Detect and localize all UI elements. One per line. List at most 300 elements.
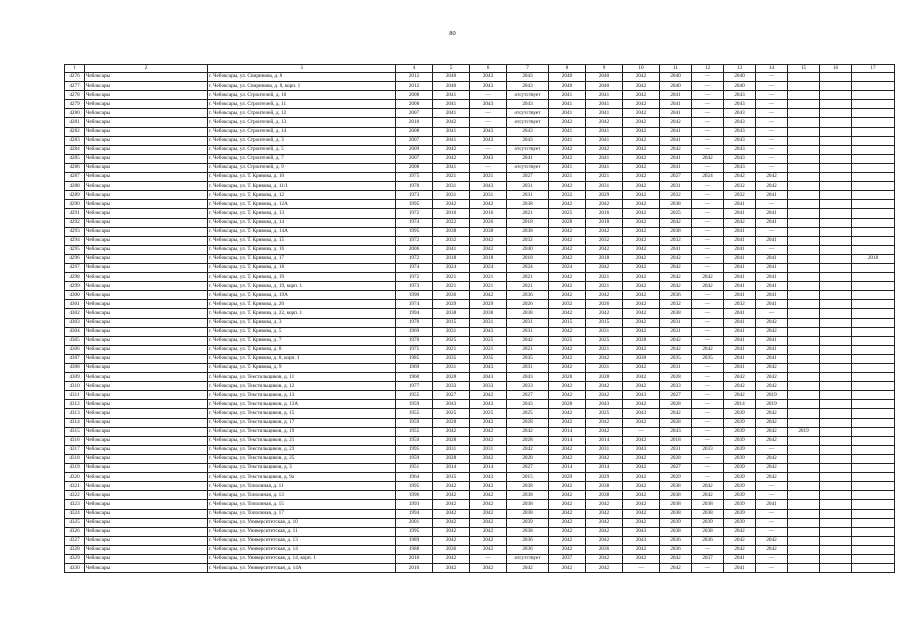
table-cell: 2042 — [433, 509, 470, 518]
table-cell: 2018 — [433, 254, 470, 263]
table-cell — [820, 127, 852, 136]
table-cell — [820, 527, 852, 536]
table-cell: 2041 — [549, 127, 586, 136]
table-cell: 2042 — [507, 336, 549, 345]
table-cell: 2038 — [507, 527, 549, 536]
table-cell: 2036 — [660, 536, 692, 545]
table-cell: 2041 — [507, 154, 549, 163]
table-cell: 2042 — [623, 482, 660, 491]
table-cell: 2024 — [470, 263, 507, 272]
table-cell: 2041 — [756, 254, 788, 263]
table-row — [65, 91, 895, 100]
table-cell — [820, 427, 852, 436]
table-cell: 2027 — [507, 464, 549, 473]
table-cell: 2024 — [692, 173, 724, 182]
table-cell: 4293 — [65, 227, 85, 236]
table-cell: г. Чебоксары, ул. Текстильщиков, д. 17 — [208, 418, 396, 427]
table-cell: 2038 — [660, 482, 692, 491]
table-cell: 2042 — [756, 464, 788, 473]
table-cell: 2028 — [433, 418, 470, 427]
table-cell: 4330 — [65, 564, 85, 573]
table-cell: 2042 — [623, 245, 660, 254]
table-cell: 2042 — [623, 254, 660, 263]
table-cell: 2028 — [433, 436, 470, 445]
table-cell: — — [692, 300, 724, 309]
table-cell: 2033 — [507, 382, 549, 391]
table-cell — [788, 491, 820, 500]
table-cell: 2042 — [433, 491, 470, 500]
table-row — [65, 354, 895, 363]
table-cell: 2042 — [623, 182, 660, 191]
table-cell: 1964 — [396, 473, 433, 482]
table-cell: — — [692, 182, 724, 191]
table-cell: 2036 — [507, 291, 549, 300]
table-cell: г. Чебоксары, ул. Текстильщиков, д. 12 — [208, 382, 396, 391]
column-number-cell: 12 — [692, 65, 724, 73]
table-cell — [820, 263, 852, 272]
table-cell: 2031 — [470, 191, 507, 200]
table-row — [65, 500, 895, 509]
table-cell — [820, 300, 852, 309]
table-cell: 1955 — [396, 409, 433, 418]
table-cell: г. Чебоксары, ул. Спиринова, д. 8 — [208, 73, 396, 82]
table-cell: — — [756, 491, 788, 500]
table-cell: г. Чебоксары, ул. Университетская, д. 14 — [208, 545, 396, 554]
table-cell: — — [692, 427, 724, 436]
table-cell: 2043 — [623, 409, 660, 418]
table-cell — [820, 136, 852, 145]
table-row — [65, 318, 895, 327]
table-cell: 2042 — [724, 218, 756, 227]
table-cell: 2025 — [507, 409, 549, 418]
table-cell: 1959 — [396, 454, 433, 463]
table-cell — [820, 364, 852, 373]
table-cell: 2041 — [433, 136, 470, 145]
table-cell: 1996 — [396, 491, 433, 500]
table-cell: 2042 — [623, 73, 660, 82]
table-row — [65, 309, 895, 318]
table-cell: 2041 — [756, 236, 788, 245]
table-cell: 2042 — [470, 545, 507, 554]
table-cell: 1975 — [396, 345, 433, 354]
table-cell: 2042 — [549, 564, 586, 573]
table-cell — [852, 436, 895, 445]
table-cell — [852, 291, 895, 300]
table-cell — [852, 100, 895, 109]
table-cell: 2043 — [507, 136, 549, 145]
table-cell: Чебоксары — [85, 354, 208, 363]
housing-table — [64, 64, 895, 573]
table-cell — [788, 136, 820, 145]
table-cell: 2042 — [549, 491, 586, 500]
table-row — [65, 209, 895, 218]
table-cell: — — [692, 263, 724, 272]
table-cell: 2043 — [507, 127, 549, 136]
table-cell: 2041 — [586, 136, 623, 145]
table-cell: Чебоксары — [85, 245, 208, 254]
table-cell: 2038 — [433, 227, 470, 236]
table-cell: 2041 — [724, 245, 756, 254]
table-cell — [788, 282, 820, 291]
table-cell: 1985 — [396, 354, 433, 363]
table-cell: 2042 — [549, 182, 586, 191]
table-cell: 2042 — [549, 527, 586, 536]
table-cell: г. Чебоксары, ул. Т. Кривова, д. 9 — [208, 364, 396, 373]
table-cell: г. Чебоксары, ул. Т. Кривова, д. 16 — [208, 245, 396, 254]
table-cell: 2042 — [549, 418, 586, 427]
table-cell: 2042 — [470, 245, 507, 254]
table-cell: 2041 — [756, 354, 788, 363]
table-cell: 2042 — [660, 345, 692, 354]
table-cell: 2037 — [692, 554, 724, 563]
table-cell: 4282 — [65, 127, 85, 136]
table-cell: Чебоксары — [85, 191, 208, 200]
table-cell: 2042 — [692, 482, 724, 491]
table-cell: 2025 — [549, 209, 586, 218]
table-row — [65, 491, 895, 500]
table-cell: 2041 — [433, 91, 470, 100]
table-cell — [788, 564, 820, 573]
table-cell: г. Чебоксары, ул. Строителей, д. 14 — [208, 127, 396, 136]
table-cell: 2008 — [396, 163, 433, 172]
table-cell: 2021 — [507, 273, 549, 282]
table-cell — [788, 73, 820, 82]
table-cell: 2041 — [724, 254, 756, 263]
table-cell — [788, 218, 820, 227]
table-cell: 2041 — [660, 109, 692, 118]
table-cell: 2041 — [756, 345, 788, 354]
table-cell: 2041 — [549, 100, 586, 109]
table-cell: 4291 — [65, 209, 85, 218]
table-cell: 2043 — [470, 473, 507, 482]
table-cell: 2032 — [660, 236, 692, 245]
table-cell: 4288 — [65, 182, 85, 191]
table-cell — [852, 382, 895, 391]
table-cell: 2042 — [586, 527, 623, 536]
table-cell: 2021 — [586, 345, 623, 354]
table-cell: Чебоксары — [85, 318, 208, 327]
table-cell: — — [756, 145, 788, 154]
table-cell: 2006 — [396, 245, 433, 254]
column-number-cell: 17 — [852, 65, 895, 73]
table-cell: 2042 — [470, 500, 507, 509]
table-cell: Чебоксары — [85, 364, 208, 373]
table-cell: 4292 — [65, 218, 85, 227]
table-cell: 2042 — [549, 536, 586, 545]
table-cell: 2042 — [623, 82, 660, 91]
table-cell: 4279 — [65, 100, 85, 109]
table-cell: 1955 — [396, 427, 433, 436]
table-cell: 2043 — [623, 391, 660, 400]
table-cell: 2041 — [549, 109, 586, 118]
table-row — [65, 509, 895, 518]
table-cell: 1995 — [396, 227, 433, 236]
table-cell: 2042 — [623, 300, 660, 309]
table-cell — [852, 209, 895, 218]
table-cell: 4327 — [65, 536, 85, 545]
table-row — [65, 345, 895, 354]
table-cell: г. Чебоксары, ул. Т. Кривова, д. 5 — [208, 327, 396, 336]
table-cell — [788, 245, 820, 254]
table-cell: 2024 — [549, 263, 586, 272]
table-cell: 2019 — [756, 391, 788, 400]
table-cell: 2029 — [586, 473, 623, 482]
table-cell — [820, 209, 852, 218]
table-cell: 4312 — [65, 400, 85, 409]
table-cell — [788, 382, 820, 391]
table-row — [65, 454, 895, 463]
table-cell: 4317 — [65, 445, 85, 454]
table-cell: 1951 — [396, 464, 433, 473]
table-cell: 2042 — [623, 327, 660, 336]
table-cell: — — [692, 373, 724, 382]
table-cell: 2042 — [433, 536, 470, 545]
table-cell — [852, 263, 895, 272]
table-cell: 2029 — [549, 473, 586, 482]
table-cell — [820, 91, 852, 100]
table-cell — [852, 491, 895, 500]
table-cell — [852, 445, 895, 454]
table-row — [65, 518, 895, 527]
table-cell — [852, 545, 895, 554]
table-cell: 4297 — [65, 263, 85, 272]
table-cell — [852, 73, 895, 82]
table-cell: 4309 — [65, 373, 85, 382]
table-cell: 2038 — [660, 227, 692, 236]
table-cell: 2042 — [470, 391, 507, 400]
table-cell: 4278 — [65, 91, 85, 100]
table-row — [65, 336, 895, 345]
table-row — [65, 427, 895, 436]
table-cell: Чебоксары — [85, 200, 208, 209]
table-cell: — — [692, 200, 724, 209]
table-cell: 2041 — [433, 245, 470, 254]
table-cell: 2042 — [586, 500, 623, 509]
table-cell: 2014 — [549, 436, 586, 445]
table-cell: Чебоксары — [85, 118, 208, 127]
table-cell — [852, 173, 895, 182]
table-cell: г. Чебоксары, ул. Текстильщиков, д. 13 — [208, 391, 396, 400]
table-cell: Чебоксары — [85, 336, 208, 345]
table-cell — [788, 182, 820, 191]
table-cell: 2018 — [852, 254, 895, 263]
table-cell: 2030 — [623, 354, 660, 363]
table-cell: 2041 — [724, 273, 756, 282]
table-cell: Чебоксары — [85, 73, 208, 82]
table-cell: 1959 — [396, 400, 433, 409]
table-cell: 2014 — [549, 464, 586, 473]
table-cell: Чебоксары — [85, 436, 208, 445]
table-cell: — — [470, 91, 507, 100]
table-cell: 2031 — [660, 364, 692, 373]
table-cell: 2025 — [433, 409, 470, 418]
table-cell: 2042 — [549, 245, 586, 254]
table-cell: — — [692, 254, 724, 263]
table-cell: 2042 — [756, 373, 788, 382]
table-cell: 2025 — [586, 409, 623, 418]
table-cell: 2041 — [724, 318, 756, 327]
table-cell: 2043 — [724, 163, 756, 172]
table-cell: 2043 — [470, 73, 507, 82]
table-cell: 2036 — [433, 545, 470, 554]
table-cell — [820, 154, 852, 163]
table-cell: 2015 — [549, 318, 586, 327]
table-cell: 2027 — [660, 391, 692, 400]
table-cell: 2042 — [586, 354, 623, 363]
table-cell — [788, 163, 820, 172]
column-number-cell: 5 — [433, 65, 470, 73]
table-cell: — — [470, 109, 507, 118]
column-number-cell: 2 — [85, 65, 208, 73]
table-row — [65, 109, 895, 118]
table-cell: 2031 — [470, 445, 507, 454]
table-cell: — — [470, 118, 507, 127]
table-cell — [852, 327, 895, 336]
table-row — [65, 282, 895, 291]
table-cell: 2039 — [724, 500, 756, 509]
table-cell — [788, 418, 820, 427]
table-cell: 2042 — [724, 173, 756, 182]
table-cell: 2042 — [470, 518, 507, 527]
table-cell: 2028 — [549, 400, 586, 409]
table-cell — [852, 82, 895, 91]
table-cell: 2040 — [660, 73, 692, 82]
table-header-row — [65, 65, 895, 73]
table-cell: 4323 — [65, 500, 85, 509]
table-cell: 2042 — [549, 254, 586, 263]
table-cell: 2021 — [586, 173, 623, 182]
table-cell: 2040 — [549, 82, 586, 91]
table-cell: — — [756, 554, 788, 563]
table-cell: 2042 — [549, 236, 586, 245]
table-cell — [820, 564, 852, 573]
table-cell: 2041 — [756, 273, 788, 282]
table-cell — [788, 309, 820, 318]
table-cell: г. Чебоксары, ул. Текстильщиков, д. 9а — [208, 473, 396, 482]
table-cell — [788, 127, 820, 136]
table-cell: 2031 — [433, 364, 470, 373]
table-cell: 1955 — [396, 391, 433, 400]
table-cell: 2021 — [507, 209, 549, 218]
table-row — [65, 273, 895, 282]
table-cell: 2041 — [756, 263, 788, 272]
table-row — [65, 245, 895, 254]
table-cell: 2041 — [660, 100, 692, 109]
table-cell: 2042 — [549, 482, 586, 491]
table-cell: 4284 — [65, 145, 85, 154]
table-cell: 2042 — [549, 309, 586, 318]
table-cell: 2021 — [433, 173, 470, 182]
column-number-cell: 7 — [507, 65, 549, 73]
table-cell — [820, 536, 852, 545]
table-cell: — — [756, 73, 788, 82]
table-cell — [852, 482, 895, 491]
table-cell: 2025 — [470, 409, 507, 418]
table-cell — [788, 536, 820, 545]
table-cell: 2042 — [470, 200, 507, 209]
table-cell: 2043 — [724, 136, 756, 145]
table-cell — [788, 554, 820, 563]
table-cell: 2042 — [470, 418, 507, 427]
table-cell: Чебоксары — [85, 263, 208, 272]
table-cell: 1970 — [396, 182, 433, 191]
table-cell — [788, 318, 820, 327]
table-cell — [852, 473, 895, 482]
table-cell — [788, 336, 820, 345]
table-cell: 2038 — [660, 527, 692, 536]
table-cell: 1974 — [396, 263, 433, 272]
table-cell: 4326 — [65, 527, 85, 536]
table-cell: 2008 — [396, 100, 433, 109]
table-cell: 2042 — [433, 200, 470, 209]
table-cell: — — [756, 227, 788, 236]
table-cell — [788, 191, 820, 200]
table-cell: 2042 — [692, 345, 724, 354]
table-cell: 2025 — [433, 336, 470, 345]
table-cell: 2039 — [724, 418, 756, 427]
table-cell: 4285 — [65, 154, 85, 163]
table-cell: 2042 — [549, 454, 586, 463]
table-cell: Чебоксары — [85, 136, 208, 145]
table-cell: г. Чебоксары, ул. Текстильщиков, д. 23 — [208, 445, 396, 454]
table-cell — [852, 391, 895, 400]
table-cell: г. Чебоксары, ул. Т. Кривова, д. 8 — [208, 345, 396, 354]
table-cell: 4286 — [65, 163, 85, 172]
table-cell — [820, 145, 852, 154]
table-cell: г. Чебоксары, ул. Т. Кривова, д. 19А — [208, 291, 396, 300]
table-cell: 2042 — [623, 545, 660, 554]
table-cell: 2016 — [433, 209, 470, 218]
table-cell: 2041 — [660, 154, 692, 163]
table-cell: 2042 — [756, 536, 788, 545]
table-cell — [852, 91, 895, 100]
table-cell: 2027 — [433, 391, 470, 400]
table-cell: 1972 — [396, 209, 433, 218]
table-cell: 2038 — [660, 509, 692, 518]
table-cell — [820, 445, 852, 454]
table-cell: 4310 — [65, 382, 85, 391]
table-cell — [820, 227, 852, 236]
table-cell — [788, 445, 820, 454]
table-cell: 2036 — [507, 545, 549, 554]
table-row — [65, 118, 895, 127]
table-cell: 2008 — [396, 91, 433, 100]
table-cell: 2042 — [433, 564, 470, 573]
table-cell: 2041 — [724, 200, 756, 209]
table-cell: 2042 — [470, 291, 507, 300]
table-cell: 2038 — [586, 491, 623, 500]
table-row — [65, 464, 895, 473]
table-cell: 2041 — [756, 282, 788, 291]
table-cell: — — [692, 382, 724, 391]
table-cell: Чебоксары — [85, 554, 208, 563]
table-cell: 2021 — [586, 282, 623, 291]
column-number-cell: 14 — [756, 65, 788, 73]
table-cell: 2042 — [586, 309, 623, 318]
table-cell: 2042 — [586, 263, 623, 272]
table-cell: 2015 — [586, 318, 623, 327]
table-cell: 2042 — [623, 145, 660, 154]
table-cell: 2043 — [470, 327, 507, 336]
table-cell: 2021 — [507, 282, 549, 291]
table-cell: г. Чебоксары, ул. Строителей, д. 11 — [208, 100, 396, 109]
table-cell: 4302 — [65, 309, 85, 318]
table-cell — [852, 200, 895, 209]
table-cell — [788, 509, 820, 518]
table-cell: 2039 — [724, 473, 756, 482]
table-cell: 2031 — [507, 327, 549, 336]
table-cell — [852, 500, 895, 509]
